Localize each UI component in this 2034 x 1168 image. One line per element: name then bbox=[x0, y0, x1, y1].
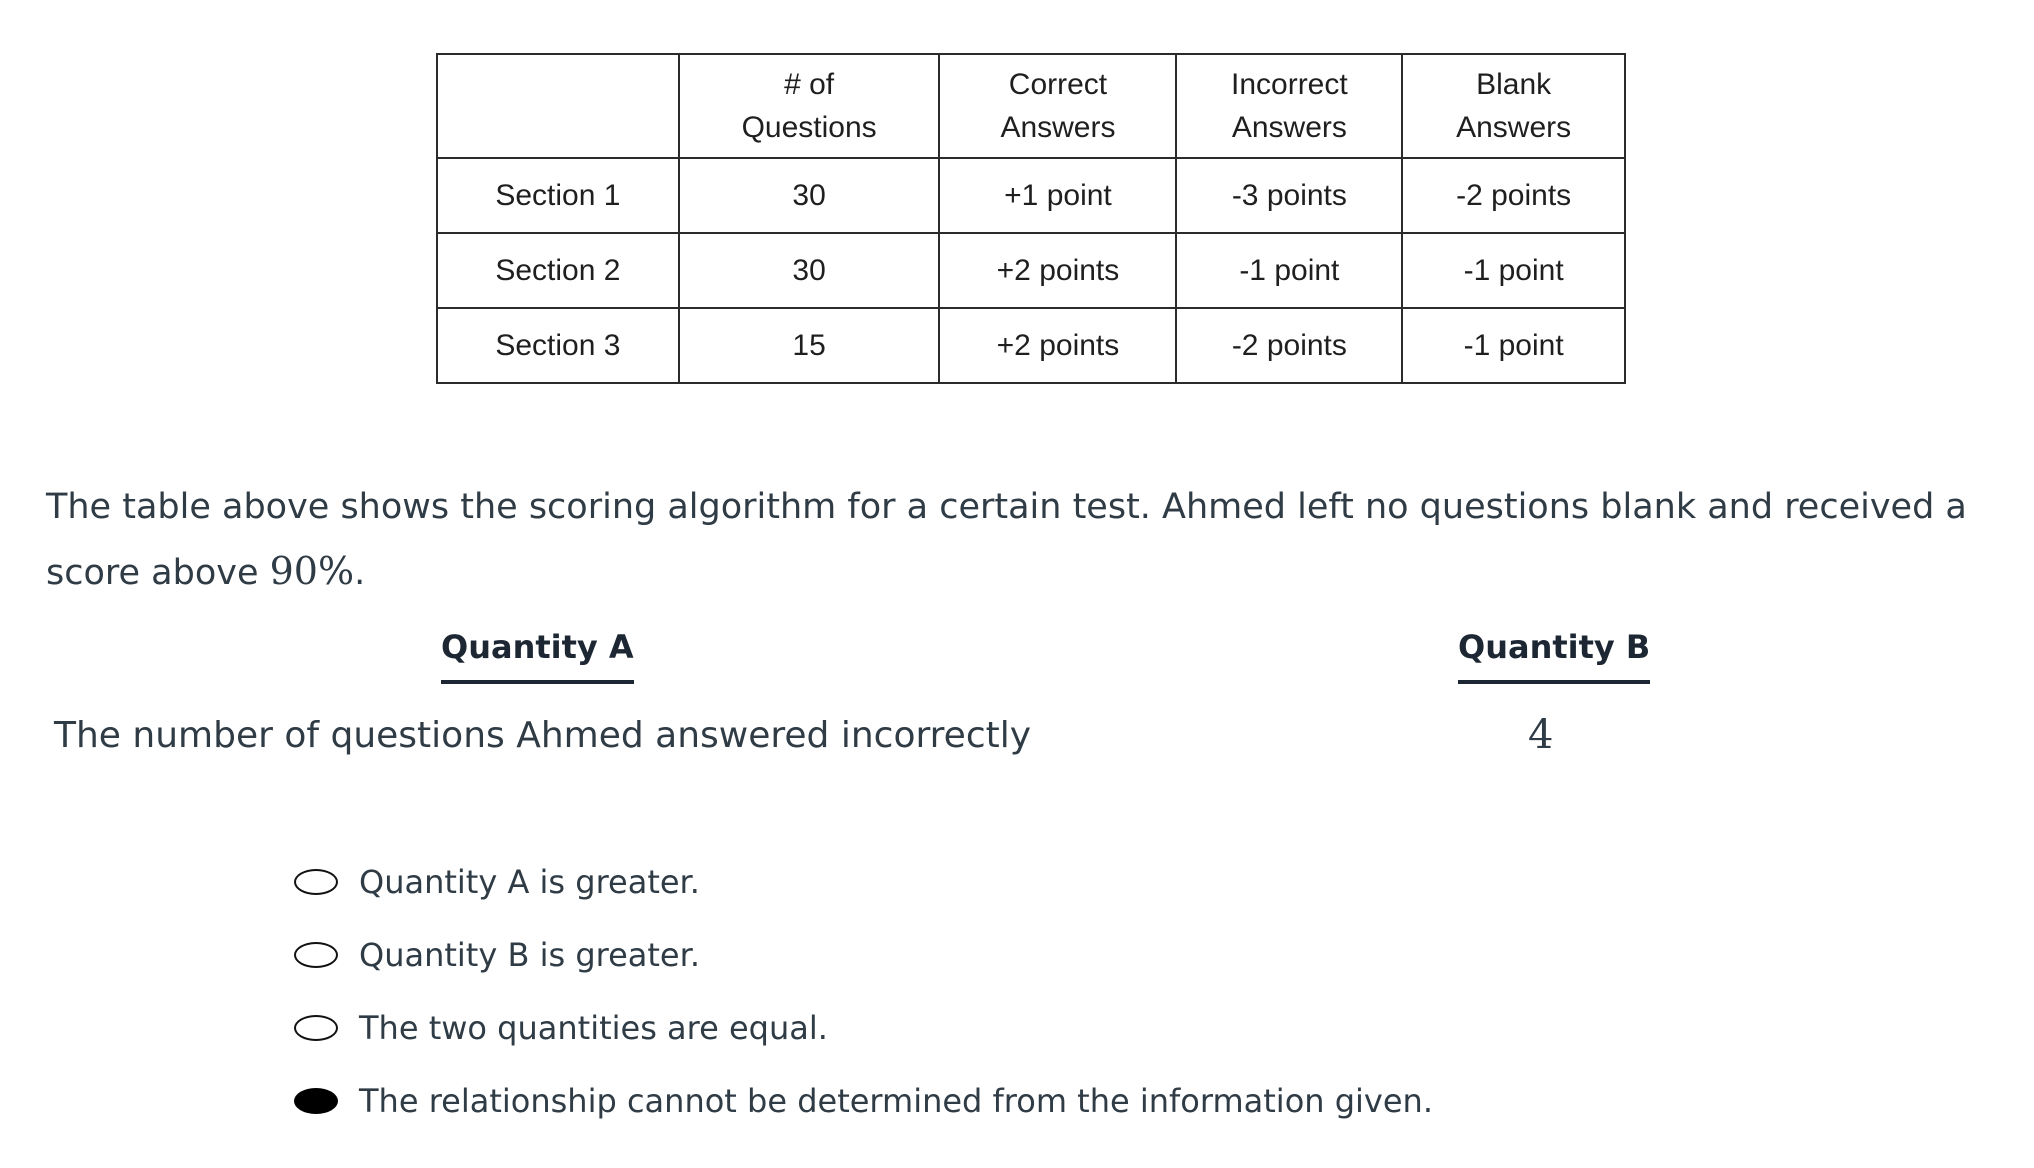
table-cell: +2 points bbox=[939, 308, 1176, 383]
answer-choice-label[interactable]: Quantity A is greater. bbox=[359, 862, 700, 901]
header-line-2: Questions bbox=[741, 111, 877, 144]
answer-choice-label[interactable]: The two quantities are equal. bbox=[359, 1008, 828, 1047]
table-cell: -1 point bbox=[1176, 233, 1402, 308]
table-cell: -2 points bbox=[1402, 158, 1625, 233]
table-cell: 30 bbox=[679, 158, 940, 233]
table-cell: Section 3 bbox=[437, 308, 679, 383]
answer-choice-c[interactable] bbox=[294, 991, 1433, 1064]
answer-choice-label[interactable]: The relationship cannot be determined from the information given. bbox=[359, 1081, 1433, 1120]
header-line-1: Blank bbox=[1476, 68, 1552, 101]
quantity-a-heading: Quantity A bbox=[441, 628, 634, 684]
stem-text: The table above shows the scoring algorithm for a certain test. Ahmed left no questions blank and received a score above bbox=[46, 487, 1967, 593]
answer-choice-b[interactable] bbox=[294, 918, 1433, 991]
header-line-1: # of bbox=[784, 68, 835, 101]
header-line-2: Answers bbox=[1231, 111, 1347, 144]
table-cell: 30 bbox=[679, 233, 940, 308]
radio-button-icon[interactable] bbox=[294, 942, 338, 968]
table-header-cell bbox=[1176, 54, 1402, 158]
quantity-b-heading: Quantity B bbox=[1458, 628, 1650, 684]
header-line-2: Answers bbox=[1000, 111, 1116, 144]
table-cell: -2 points bbox=[1176, 308, 1402, 383]
quantity-b-value: 4 bbox=[1528, 712, 1554, 758]
table-cell: -1 point bbox=[1402, 233, 1625, 308]
table-row bbox=[437, 158, 1625, 233]
table-cell: Section 1 bbox=[437, 158, 679, 233]
table-cell: +2 points bbox=[939, 233, 1176, 308]
table-header-cell bbox=[679, 54, 940, 158]
radio-button-icon[interactable] bbox=[294, 869, 338, 895]
radio-button-icon[interactable] bbox=[294, 1088, 338, 1114]
table-cell: -1 point bbox=[1402, 308, 1625, 383]
stem-math: 90% bbox=[269, 549, 355, 593]
stem-end: . bbox=[354, 553, 366, 593]
header-line-2: Answers bbox=[1456, 111, 1572, 144]
table-row bbox=[437, 308, 1625, 383]
table-row bbox=[437, 233, 1625, 308]
quantity-a-value: The number of questions Ahmed answered incorrectly bbox=[54, 715, 1032, 756]
answer-choice-label[interactable]: Quantity B is greater. bbox=[359, 935, 700, 974]
header-line-1: Correct bbox=[1008, 68, 1108, 101]
answer-choice-d[interactable] bbox=[294, 1064, 1433, 1137]
answer-choice-a[interactable] bbox=[294, 845, 1433, 918]
table-cell: 15 bbox=[679, 308, 940, 383]
header-line-1: Incorrect bbox=[1231, 68, 1348, 101]
answer-choices bbox=[294, 845, 1433, 1137]
radio-button-icon[interactable] bbox=[294, 1015, 338, 1041]
table-header-cell bbox=[437, 54, 679, 158]
table-cell: -3 points bbox=[1176, 158, 1402, 233]
table-header-cell bbox=[1402, 54, 1625, 158]
table-header-row bbox=[437, 54, 1625, 158]
scoring-table bbox=[436, 53, 1626, 384]
table-cell: Section 2 bbox=[437, 233, 679, 308]
table-header-cell bbox=[939, 54, 1176, 158]
table-cell: +1 point bbox=[939, 158, 1176, 233]
question-stem bbox=[46, 475, 1996, 605]
